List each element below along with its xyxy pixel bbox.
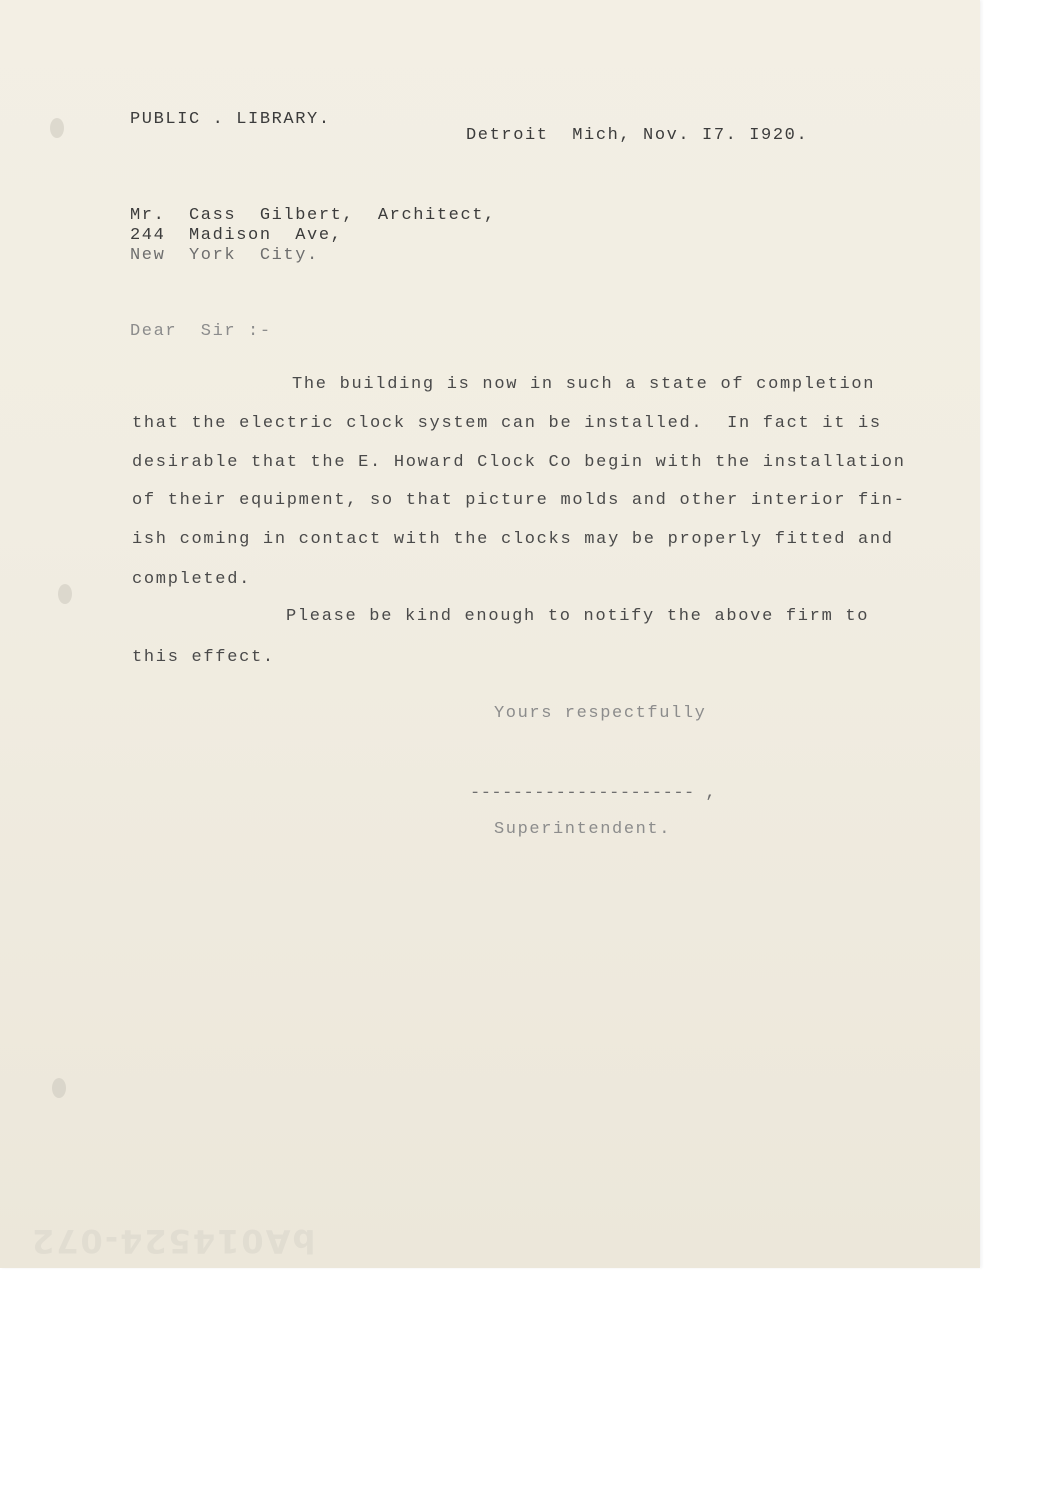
letterhead: PUBLIC . LIBRARY. [130,110,331,129]
paragraph-line: desirable that the E. Howard Clock Co begin with the installation [132,453,906,472]
recipient-street: 244 Madison Ave, [130,226,343,245]
archive-stamp: bA014524-072 [30,1222,316,1260]
closing: Yours respectfully [494,704,707,723]
recipient-name: Mr. Cass Gilbert, Architect, [130,206,496,225]
punch-hole [52,1078,66,1098]
paragraph-line: ish coming in contact with the clocks may be properly fitted and [132,530,894,549]
recipient-city: New York City. [130,246,319,265]
paragraph-line: The building is now in such a state of completion [292,375,876,394]
paragraph-line: Please be kind enough to notify the above firm to [286,607,870,626]
punch-hole [58,584,72,604]
salutation: Dear Sir :- [130,322,272,341]
paragraph-line: that the electric clock system can be installed. In fact it is [132,414,882,433]
signer-title: Superintendent. [494,820,672,839]
paragraph-line: this effect. [132,648,275,667]
paragraph-line: completed. [132,570,252,589]
signature-line: --------------------- , [470,784,717,803]
dateline: Detroit Mich, Nov. I7. I920. [466,126,809,145]
punch-hole [50,118,64,138]
paragraph-line: of their equipment, so that picture molds and other interior fin- [132,491,906,510]
